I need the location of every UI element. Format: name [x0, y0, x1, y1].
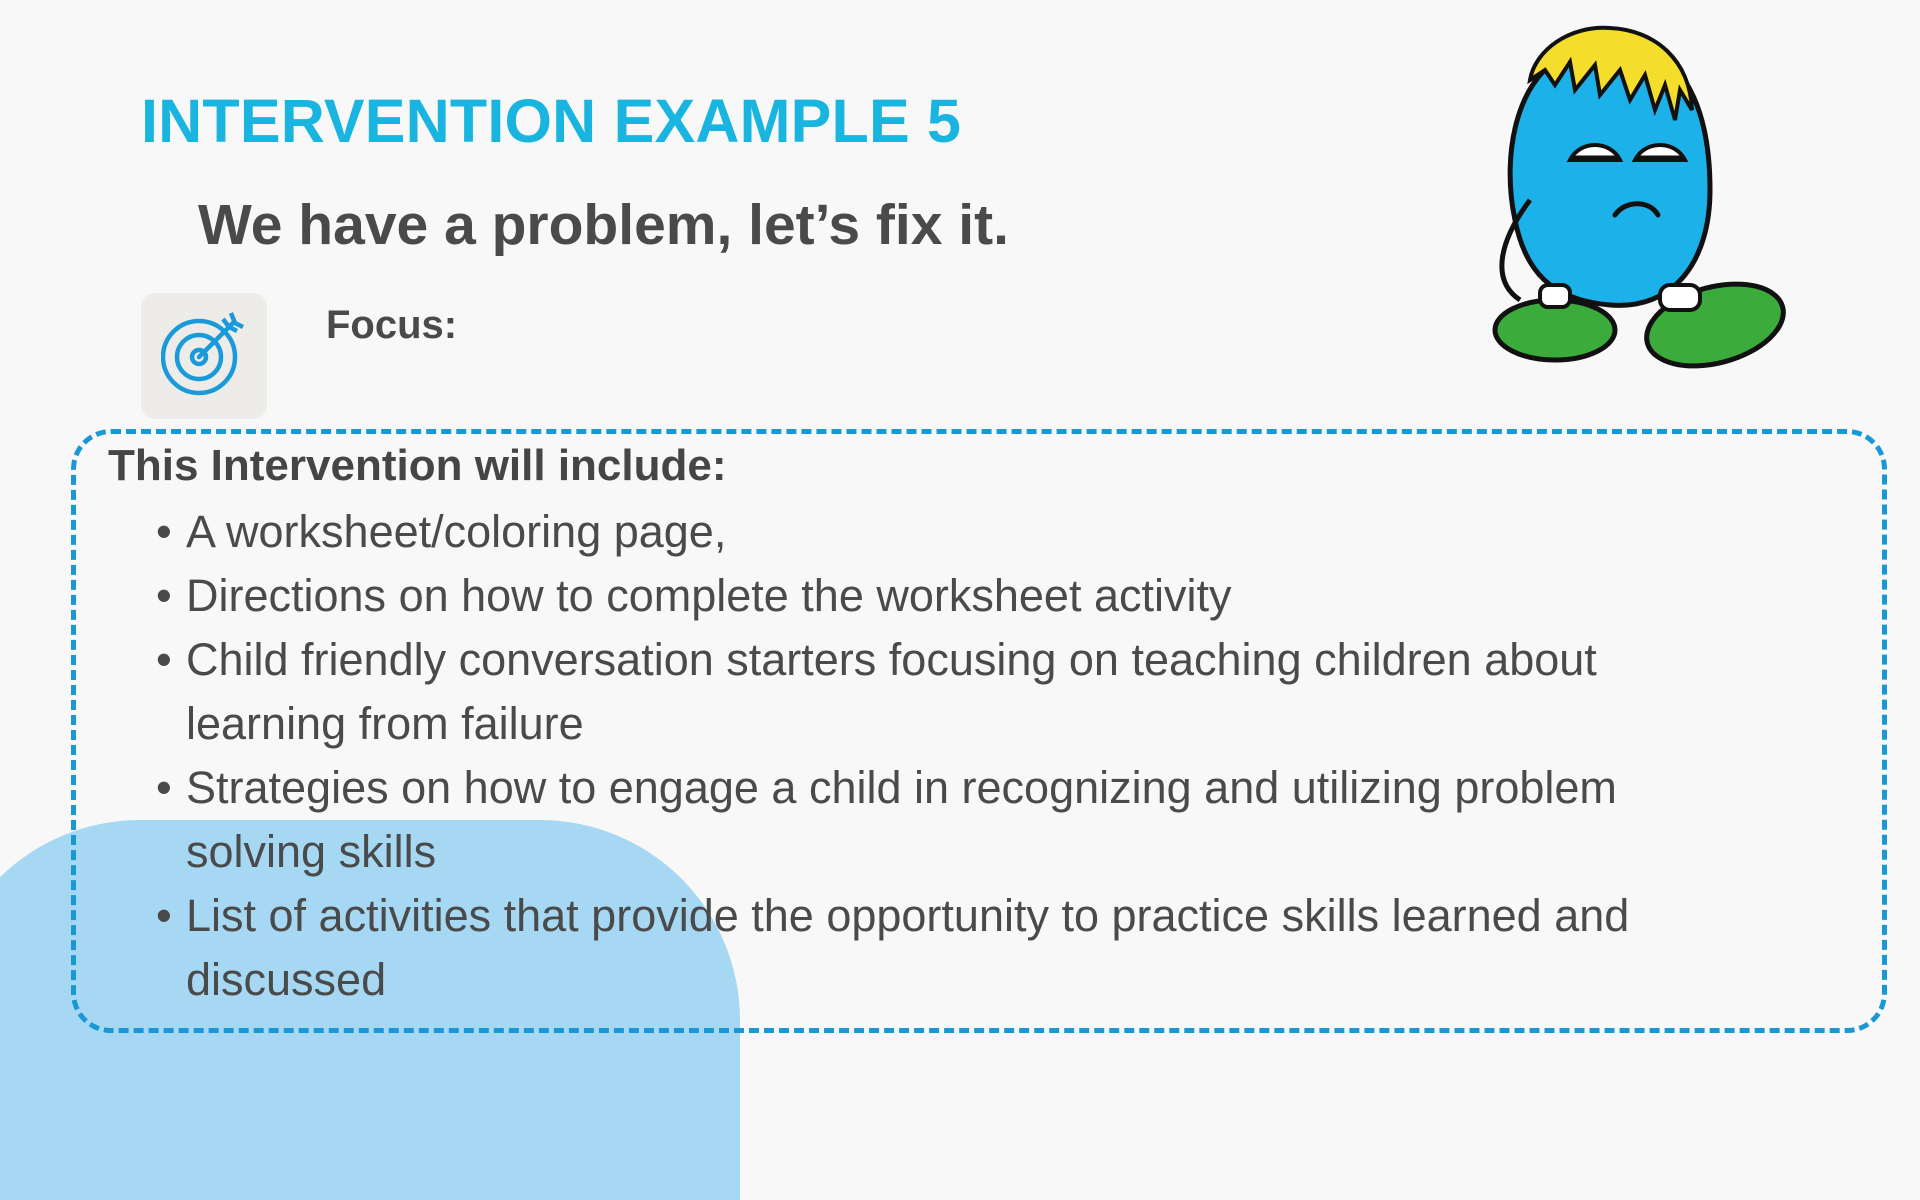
list-item: • A worksheet/coloring page, — [186, 500, 1706, 564]
list-item: • Directions on how to complete the worksheet activity — [186, 564, 1706, 628]
target-icon — [161, 309, 247, 399]
list-item: • Strategies on how to engage a child in recognizing and utilizing problem solving skills — [186, 756, 1706, 884]
include-list — [186, 500, 1706, 1012]
slide-subtitle: We have a problem, let’s fix it. — [198, 193, 1009, 257]
disappointed-mascot-icon — [1460, 0, 1800, 380]
slide-title: INTERVENTION EXAMPLE 5 — [141, 87, 962, 155]
focus-label: Focus: — [326, 303, 458, 347]
list-item: • List of activities that provide the opportunity to practice skills learned and discussed — [186, 884, 1706, 1012]
focus-icon-container — [141, 293, 267, 419]
list-item: • Child friendly conversation starters focusing on teaching children about learning from failure — [186, 628, 1706, 756]
include-heading: This Intervention will include: — [108, 441, 727, 490]
